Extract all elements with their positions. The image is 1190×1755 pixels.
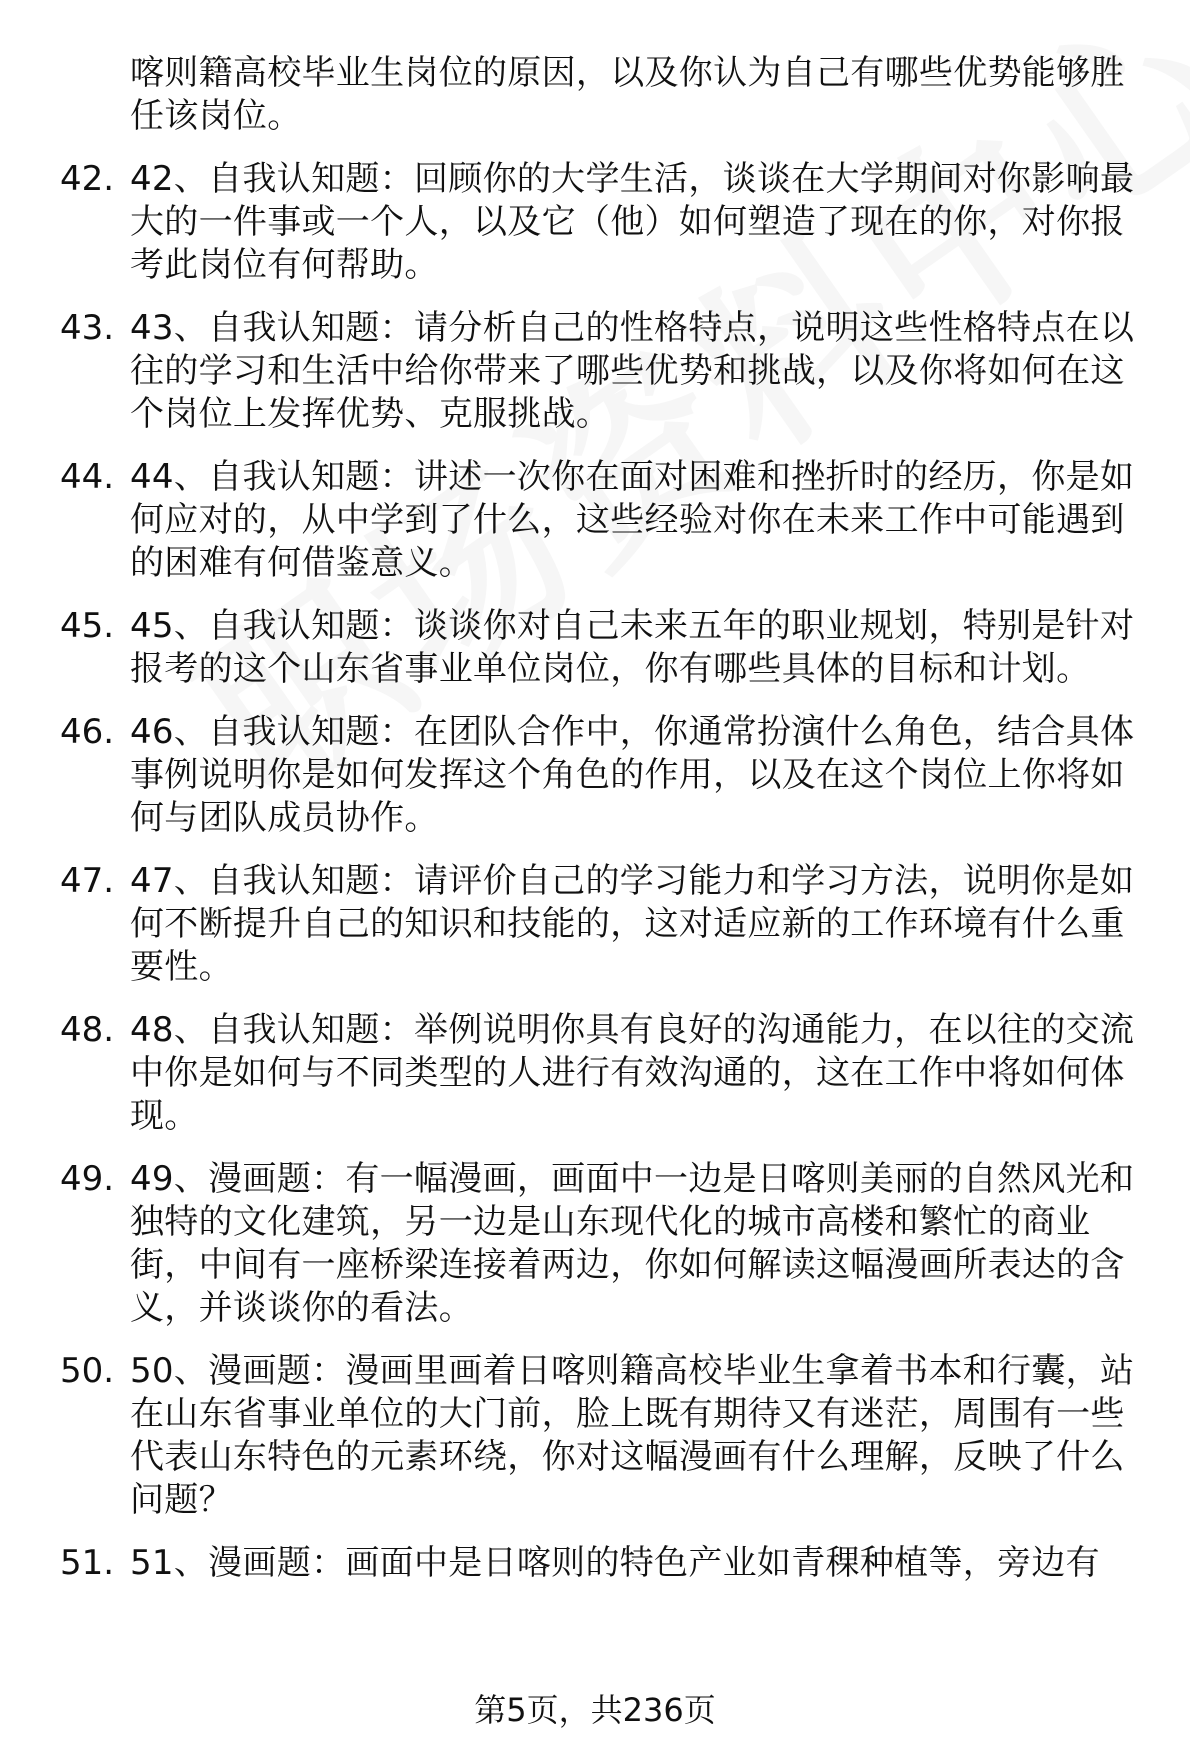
item-text: 48、自我认知题：举例说明你具有良好的沟通能力，在以往的交流中你是如何与不同类型的人进行有效沟通的，这在工作中将如何体现。 <box>130 1010 1135 1136</box>
list-item <box>0 1350 1190 1522</box>
item-number: 42. <box>60 159 115 199</box>
continuation-text: 喀则籍高校毕业生岗位的原因，以及你认为自己有哪些优势能够胜任该岗位。 <box>130 53 1125 136</box>
list-item <box>0 1542 1190 1585</box>
item-text: 43、自我认知题：请分析自己的性格特点，说明这些性格特点在以往的学习和生活中给你带来了哪些优势和挑战，以及你将如何在这个岗位上发挥优势、克服挑战。 <box>130 308 1135 434</box>
item-text: 45、自我认知题：谈谈你对自己未来五年的职业规划，特别是针对报考的这个山东省事业单位岗位，你有哪些具体的目标和计划。 <box>130 606 1135 689</box>
item-number: 43. <box>60 308 115 348</box>
item-number: 47. <box>60 861 115 901</box>
item-text: 51、漫画题：画面中是日喀则的特色产业如青稞种植等，旁边有 <box>130 1543 1100 1583</box>
question-list <box>0 52 1190 1605</box>
item-text: 47、自我认知题：请评价自己的学习能力和学习方法，说明你是如何不断提升自己的知识和技能的，这对适应新的工作环境有什么重要性。 <box>130 861 1135 987</box>
list-item-continuation <box>0 52 1190 138</box>
list-item <box>0 158 1190 287</box>
item-number: 46. <box>60 712 115 752</box>
item-number: 45. <box>60 606 115 646</box>
list-item <box>0 860 1190 989</box>
list-item <box>0 711 1190 840</box>
page-footer: 第5页，共236页 <box>474 1691 716 1729</box>
list-item <box>0 1009 1190 1138</box>
item-number: 48. <box>60 1010 115 1050</box>
item-number: 51. <box>60 1543 115 1583</box>
item-number: 49. <box>60 1159 115 1199</box>
item-text: 50、漫画题：漫画里画着日喀则籍高校毕业生拿着书本和行囊，站在山东省事业单位的大门前，脸上既有期待又有迷茫，周围有一些代表山东特色的元素环绕，你对这幅漫画有什么理解，反映了什么问题？ <box>130 1351 1135 1520</box>
list-item <box>0 307 1190 436</box>
item-text: 46、自我认知题：在团队合作中，你通常扮演什么角色，结合具体事例说明你是如何发挥这个角色的作用，以及在这个岗位上你将如何与团队成员协作。 <box>130 712 1135 838</box>
item-number: 50. <box>60 1351 115 1391</box>
item-text: 49、漫画题：有一幅漫画，画面中一边是日喀则美丽的自然风光和独特的文化建筑，另一边是山东现代化的城市高楼和繁忙的商业街，中间有一座桥梁连接着两边，你如何解读这幅漫画所表达的含义，并谈谈你的看法。 <box>130 1159 1135 1328</box>
item-text: 44、自我认知题：讲述一次你在面对困难和挫折时的经历，你是如何应对的，从中学到了什么，这些经验对你在未来工作中可能遇到的困难有何借鉴意义。 <box>130 457 1135 583</box>
item-text: 42、自我认知题：回顾你的大学生活，谈谈在大学期间对你影响最大的一件事或一个人，以及它（他）如何塑造了现在的你，对你报考此岗位有何帮助。 <box>130 159 1135 285</box>
list-item <box>0 605 1190 691</box>
list-item <box>0 456 1190 585</box>
item-number: 44. <box>60 457 115 497</box>
list-item <box>0 1158 1190 1330</box>
